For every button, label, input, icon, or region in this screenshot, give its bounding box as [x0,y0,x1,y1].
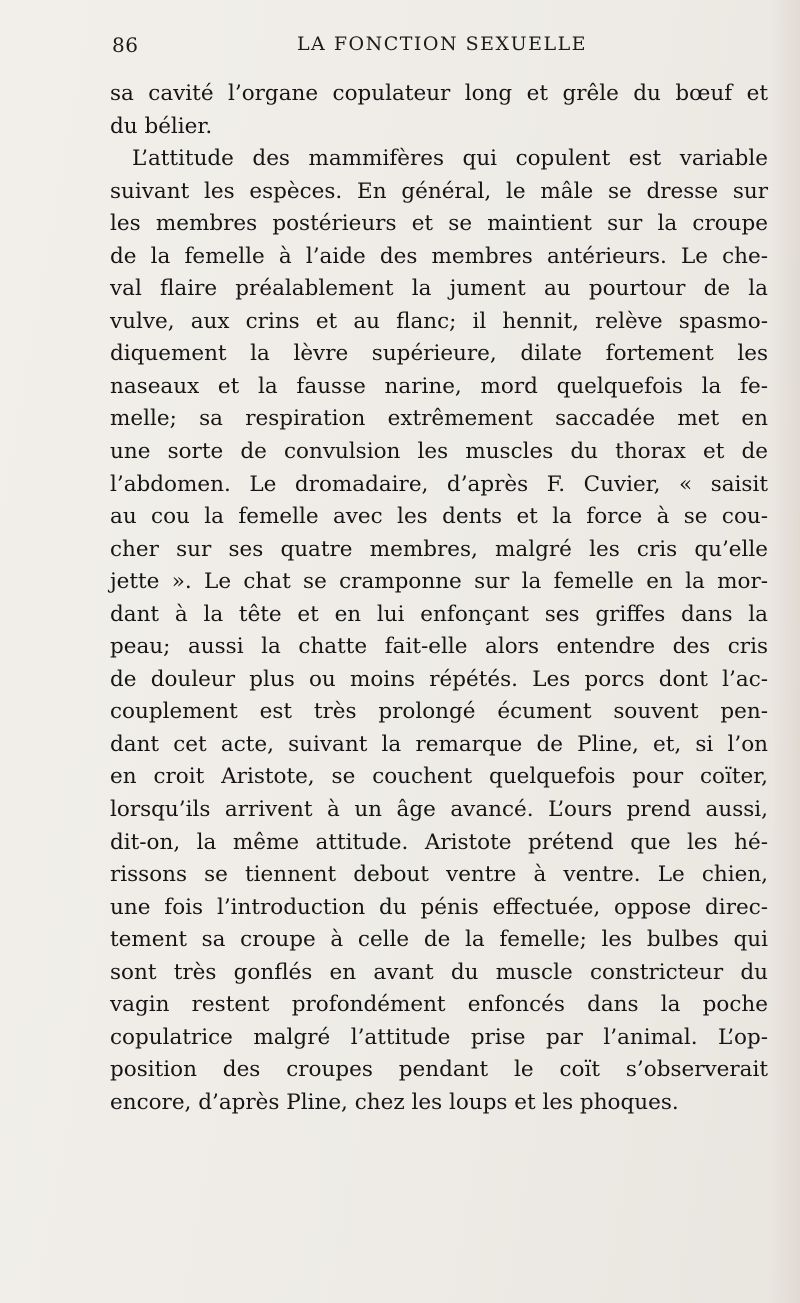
text-line: peau; aussi la chatte fait-elle alors entendre des cris [110,634,768,660]
text-line: vagin restent profondément enfoncés dans la poche [110,992,768,1018]
text-line: en croit Aristote, se couchent quelquefois pour coïter, [110,764,768,790]
text-line: du bélier. [110,113,213,139]
text-line: naseaux et la fausse narine, mord quelquefois la fe- [110,373,768,399]
text-line: de douleur plus ou moins répétés. Les porcs dont l’ac- [110,666,768,692]
page-edge-shadow [770,0,800,1303]
text-line: couplement est très prolongé écument souvent pen- [110,699,768,725]
text-line: melle; sa respiration extrêmement saccadée met en [110,406,768,432]
text-line: les membres postérieurs et se maintient sur la croupe [110,211,768,237]
text-line: de la femelle à l’aide des membres antérieurs. Le che- [110,243,768,269]
text-line: au cou la femelle avec les dents et la force à se cou- [110,504,768,530]
text-line: rissons se tiennent debout ventre à ventre. Le chien, [110,862,768,888]
paragraph-2 [110,143,768,1119]
running-title: LA FONCTION SEXUELLE [296,33,588,55]
text-line: position des croupes pendant le coït s’observerait [110,1057,768,1083]
page-number: 86 [112,33,139,57]
text-line: une fois l’introduction du pénis effectuée, oppose direc- [110,894,768,920]
text-line: lorsqu’ils arrivent à un âge avancé. L’ours prend aussi, [110,797,768,823]
text-line: une sorte de convulsion les muscles du thorax et de [110,439,768,465]
text-line: dant cet acte, suivant la remarque de Pline, et, si l’on [110,731,768,757]
text-line: diquement la lèvre supérieure, dilate fortement les [110,341,768,367]
text-line: tement sa croupe à celle de la femelle; les bulbes qui [110,927,768,953]
text-line: dant à la tête et en lui enfonçant ses griffes dans la [110,601,768,627]
text-line: L’attitude des mammifères qui copulent est variable [132,146,768,172]
page-header [112,33,772,63]
text-line: vulve, aux crins et au flanc; il hennit, relève spasmo- [110,308,768,334]
text-line: suivant les espèces. En général, le mâle se dresse sur [110,178,768,204]
paragraph-1 [110,78,768,143]
text-line: copulatrice malgré l’attitude prise par l’animal. L’op- [110,1024,768,1050]
text-line: jette ». Le chat se cramponne sur la femelle en la mor- [110,569,768,595]
text-line: dit-on, la même attitude. Aristote prétend que les hé- [110,829,768,855]
text-line: sont très gonflés en avant du muscle constricteur du [110,959,768,985]
text-line: val flaire préalablement la jument au pourtour de la [110,276,768,302]
text-line: cher sur ses quatre membres, malgré les cris qu’elle [110,536,768,562]
body-text [110,78,768,1120]
text-line: encore, d’après Pline, chez les loups et les phoques. [110,1089,679,1115]
text-line: l’abdomen. Le dromadaire, d’après F. Cuvier, « saisit [110,471,768,497]
text-line: sa cavité l’organe copulateur long et grêle du bœuf et [110,81,768,106]
